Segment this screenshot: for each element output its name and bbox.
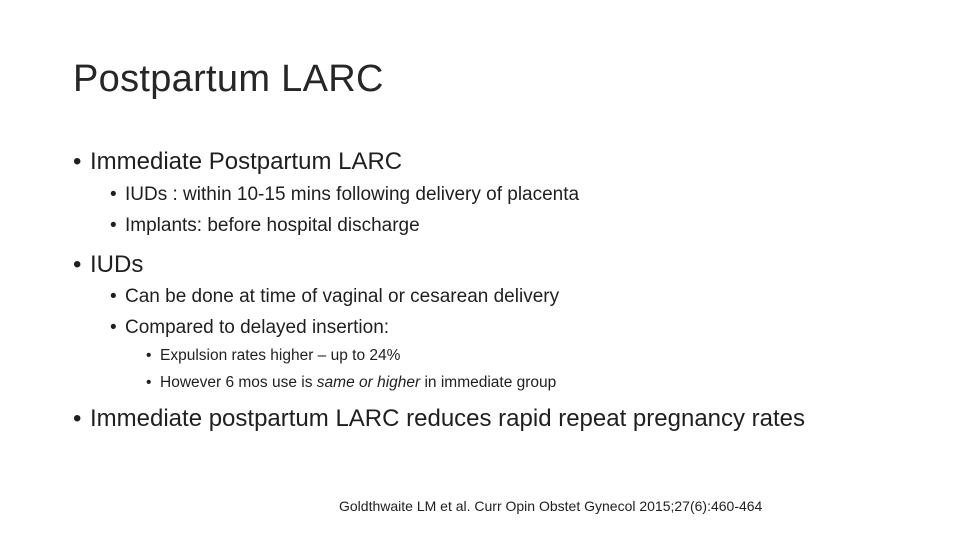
bullet-icon: • bbox=[73, 148, 82, 175]
bullet-text: Implants: before hospital discharge bbox=[125, 215, 420, 236]
bullet-item-level1 bbox=[73, 148, 402, 176]
bullet-icon: • bbox=[73, 251, 82, 278]
bullet-item-level2 bbox=[110, 184, 579, 206]
slide-title: Postpartum LARC bbox=[73, 58, 384, 100]
bullet-icon: • bbox=[146, 347, 152, 364]
bullet-text: Immediate Postpartum LARC bbox=[90, 148, 403, 175]
bullet-text: Expulsion rates higher – up to 24% bbox=[160, 347, 401, 364]
bullet-text: IUDs : within 10-15 mins following delivery of placenta bbox=[125, 184, 580, 205]
citation: Goldthwaite LM et al. Curr Opin Obstet Gynecol 2015;27(6):460-464 bbox=[339, 498, 763, 514]
bullet-icon: • bbox=[73, 405, 82, 432]
bullet-item-level2 bbox=[110, 317, 389, 339]
bullet-item-level1 bbox=[73, 405, 805, 433]
bullet-icon: • bbox=[110, 215, 117, 236]
bullet-icon: • bbox=[110, 317, 117, 338]
bullet-text: Immediate postpartum LARC reduces rapid repeat pregnancy rates bbox=[90, 405, 806, 432]
bullet-text: Can be done at time of vaginal or cesarean delivery bbox=[125, 286, 560, 307]
bullet-text-after: in immediate group bbox=[420, 374, 557, 391]
bullet-item-level3 bbox=[146, 347, 400, 365]
bullet-item-level3 bbox=[146, 374, 556, 392]
bullet-item-level1 bbox=[73, 251, 143, 279]
bullet-text-emphasis: same or higher bbox=[316, 374, 421, 391]
bullet-text: IUDs bbox=[90, 251, 144, 278]
bullet-item-level2 bbox=[110, 286, 559, 308]
bullet-icon: • bbox=[146, 374, 152, 391]
bullet-item-level2 bbox=[110, 215, 420, 237]
bullet-text: Compared to delayed insertion: bbox=[125, 317, 390, 338]
bullet-icon: • bbox=[110, 286, 117, 307]
bullet-text-before: However 6 mos use is bbox=[160, 374, 317, 391]
bullet-icon: • bbox=[110, 184, 117, 205]
